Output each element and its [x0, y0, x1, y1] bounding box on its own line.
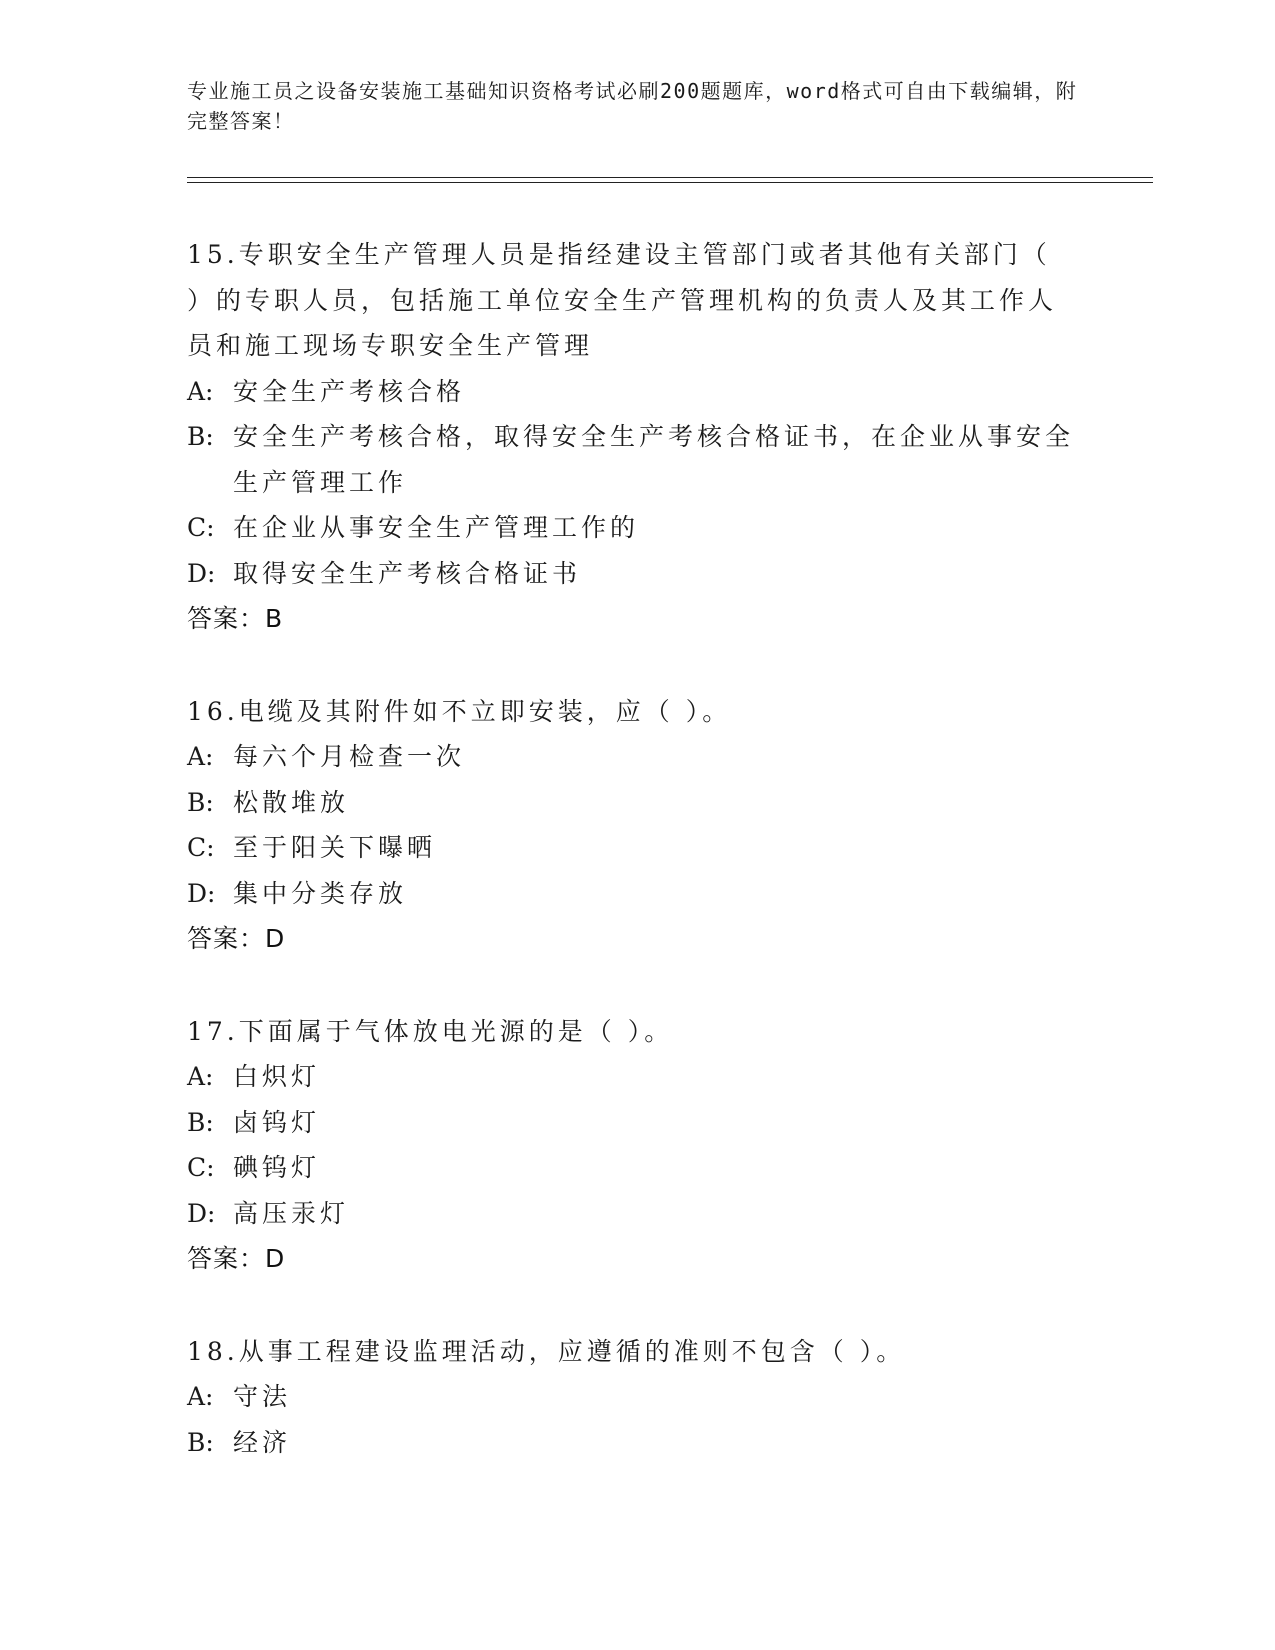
question-stem: 电缆及其附件如不立即安装，应（ ）。 [238, 696, 732, 726]
option-b [187, 780, 1087, 826]
option-text: 安全生产考核合格 [233, 376, 466, 406]
document-header [187, 76, 1087, 136]
answer-value: B [265, 604, 284, 633]
option-c [187, 825, 1087, 871]
option-text: 碘钨灯 [233, 1153, 321, 1182]
option-text: 集中分类存放 [233, 878, 408, 908]
option-a [187, 734, 1087, 780]
option-c [187, 505, 1087, 551]
option-text: 每六个月检查一次 [233, 742, 466, 771]
option-text: 至于阳关下曝晒 [233, 833, 437, 862]
header-title: 专业施工员之设备安装施工基础知识资格考试必刷200题题库，word格式可自由下载编辑，附完整答案！ [187, 79, 1078, 133]
option-key: C: [187, 513, 215, 542]
question-text [187, 689, 1067, 735]
question-15 [187, 232, 1087, 642]
question-number: 15. [187, 240, 239, 269]
option-c [187, 1145, 1087, 1191]
question-stem: 专职安全生产管理人员是指经建设主管部门或者其他有关部门（ ）的专职人员，包括施工单位安全生产管理机构的负责人及其工作人员和施工现场专职安全生产管理 [187, 240, 1058, 360]
option-key: D: [187, 1198, 216, 1228]
question-16 [187, 689, 1087, 962]
answer-label: 答案： [187, 1244, 266, 1273]
option-key: A: [187, 742, 214, 771]
option-key: D: [187, 878, 216, 908]
option-text: 守法 [233, 1382, 292, 1411]
option-key: B: [187, 422, 214, 451]
answer-value: D [265, 924, 286, 953]
option-text: 卤钨灯 [233, 1107, 321, 1137]
option-d [187, 871, 1087, 917]
option-text: 经济 [233, 1427, 292, 1457]
option-key: B: [187, 1427, 214, 1457]
question-number: 17. [187, 1016, 239, 1046]
question-number: 18. [187, 1336, 239, 1366]
question-stem: 下面属于气体放电光源的是（ ）。 [238, 1016, 674, 1046]
option-key: C: [187, 833, 215, 862]
option-text: 安全生产考核合格，取得安全生产考核合格证书，在企业从事安全生产管理工作 [233, 422, 1075, 497]
answer-line [187, 1236, 1087, 1282]
question-number: 16. [187, 696, 239, 726]
option-key: A: [187, 1062, 214, 1091]
question-18 [187, 1329, 1087, 1466]
header-divider-bottom [187, 182, 1153, 183]
option-key: B: [187, 1107, 214, 1137]
answer-line [187, 596, 1087, 642]
option-a [187, 1374, 1087, 1420]
question-text [187, 232, 1067, 369]
option-key: C: [187, 1153, 215, 1182]
option-b [187, 1420, 1087, 1466]
option-text: 白炽灯 [233, 1062, 321, 1091]
option-b [187, 414, 1087, 505]
header-divider-top [187, 177, 1153, 178]
option-text: 在企业从事安全生产管理工作的 [233, 513, 640, 542]
option-a [187, 369, 1087, 415]
option-key: D: [187, 558, 216, 588]
answer-label: 答案： [187, 924, 266, 953]
option-key: B: [187, 787, 214, 817]
question-text [187, 1329, 1067, 1375]
question-stem: 从事工程建设监理活动，应遵循的准则不包含（ ）。 [238, 1336, 906, 1366]
option-key: A: [187, 1382, 214, 1411]
option-a [187, 1054, 1087, 1100]
option-text: 高压汞灯 [233, 1198, 350, 1228]
answer-label: 答案： [187, 604, 266, 633]
question-text [187, 1009, 1067, 1055]
option-d [187, 551, 1087, 597]
question-list [187, 232, 1087, 1512]
option-text: 取得安全生产考核合格证书 [233, 558, 582, 588]
answer-value: D [265, 1244, 286, 1273]
option-d [187, 1191, 1087, 1237]
answer-line [187, 916, 1087, 962]
question-17 [187, 1009, 1087, 1282]
option-key: A: [187, 376, 214, 406]
option-b [187, 1100, 1087, 1146]
option-text: 松散堆放 [233, 787, 350, 817]
